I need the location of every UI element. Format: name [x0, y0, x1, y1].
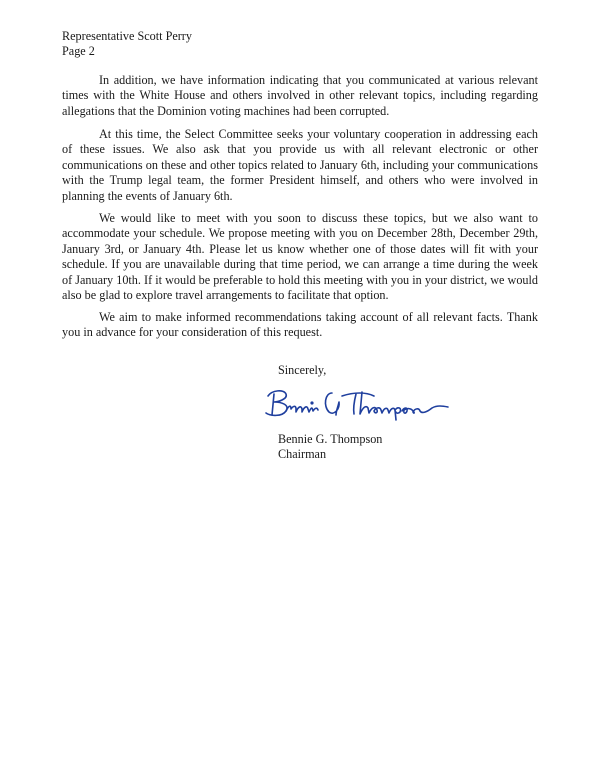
- page-number: Page 2: [62, 44, 95, 58]
- paragraph-communications: In addition, we have information indicating that you communicated at various relevant times with the White House and others involved in other relevant topics, including regarding allegations that the Dominion voting machines had been corrupted.: [62, 73, 538, 118]
- signature-block: [278, 432, 382, 462]
- handwritten-signature: [262, 384, 452, 428]
- paragraph-meeting-proposal: We would like to meet with you soon to discuss these topics, but we also want to accommodate your schedule. We propose meeting with you on December 28th, December 29th, January 3rd, or January 4th. Please let us know whether one of those dates will fit with your schedule. If you are unavailable during that time period, we can arrange a time during the week of January 10th. If it would be preferable to hold this meeting with you in your district, we would also be glad to explore travel arrangements to facilitate that option.: [62, 211, 538, 303]
- recipient-line: Representative Scott Perry: [62, 29, 192, 43]
- letter-header: [62, 29, 192, 59]
- signer-name: Bennie G. Thompson: [278, 432, 383, 446]
- paragraph-cooperation-request: At this time, the Select Committee seeks your voluntary cooperation in addressing each of these issues. We also ask that you provide us with all relevant electronic or other communications on these and other topics related to January 6th, including your communications with the Trump legal team, the former President himself, and others who were involved in planning the events of January 6th.: [62, 127, 538, 203]
- valediction: Sincerely,: [278, 363, 327, 377]
- paragraph-closing-thanks: We aim to make informed recommendations taking account of all relevant facts. Thank you in advance for your consideration of this request.: [62, 310, 538, 340]
- signer-title: Chairman: [278, 447, 327, 462]
